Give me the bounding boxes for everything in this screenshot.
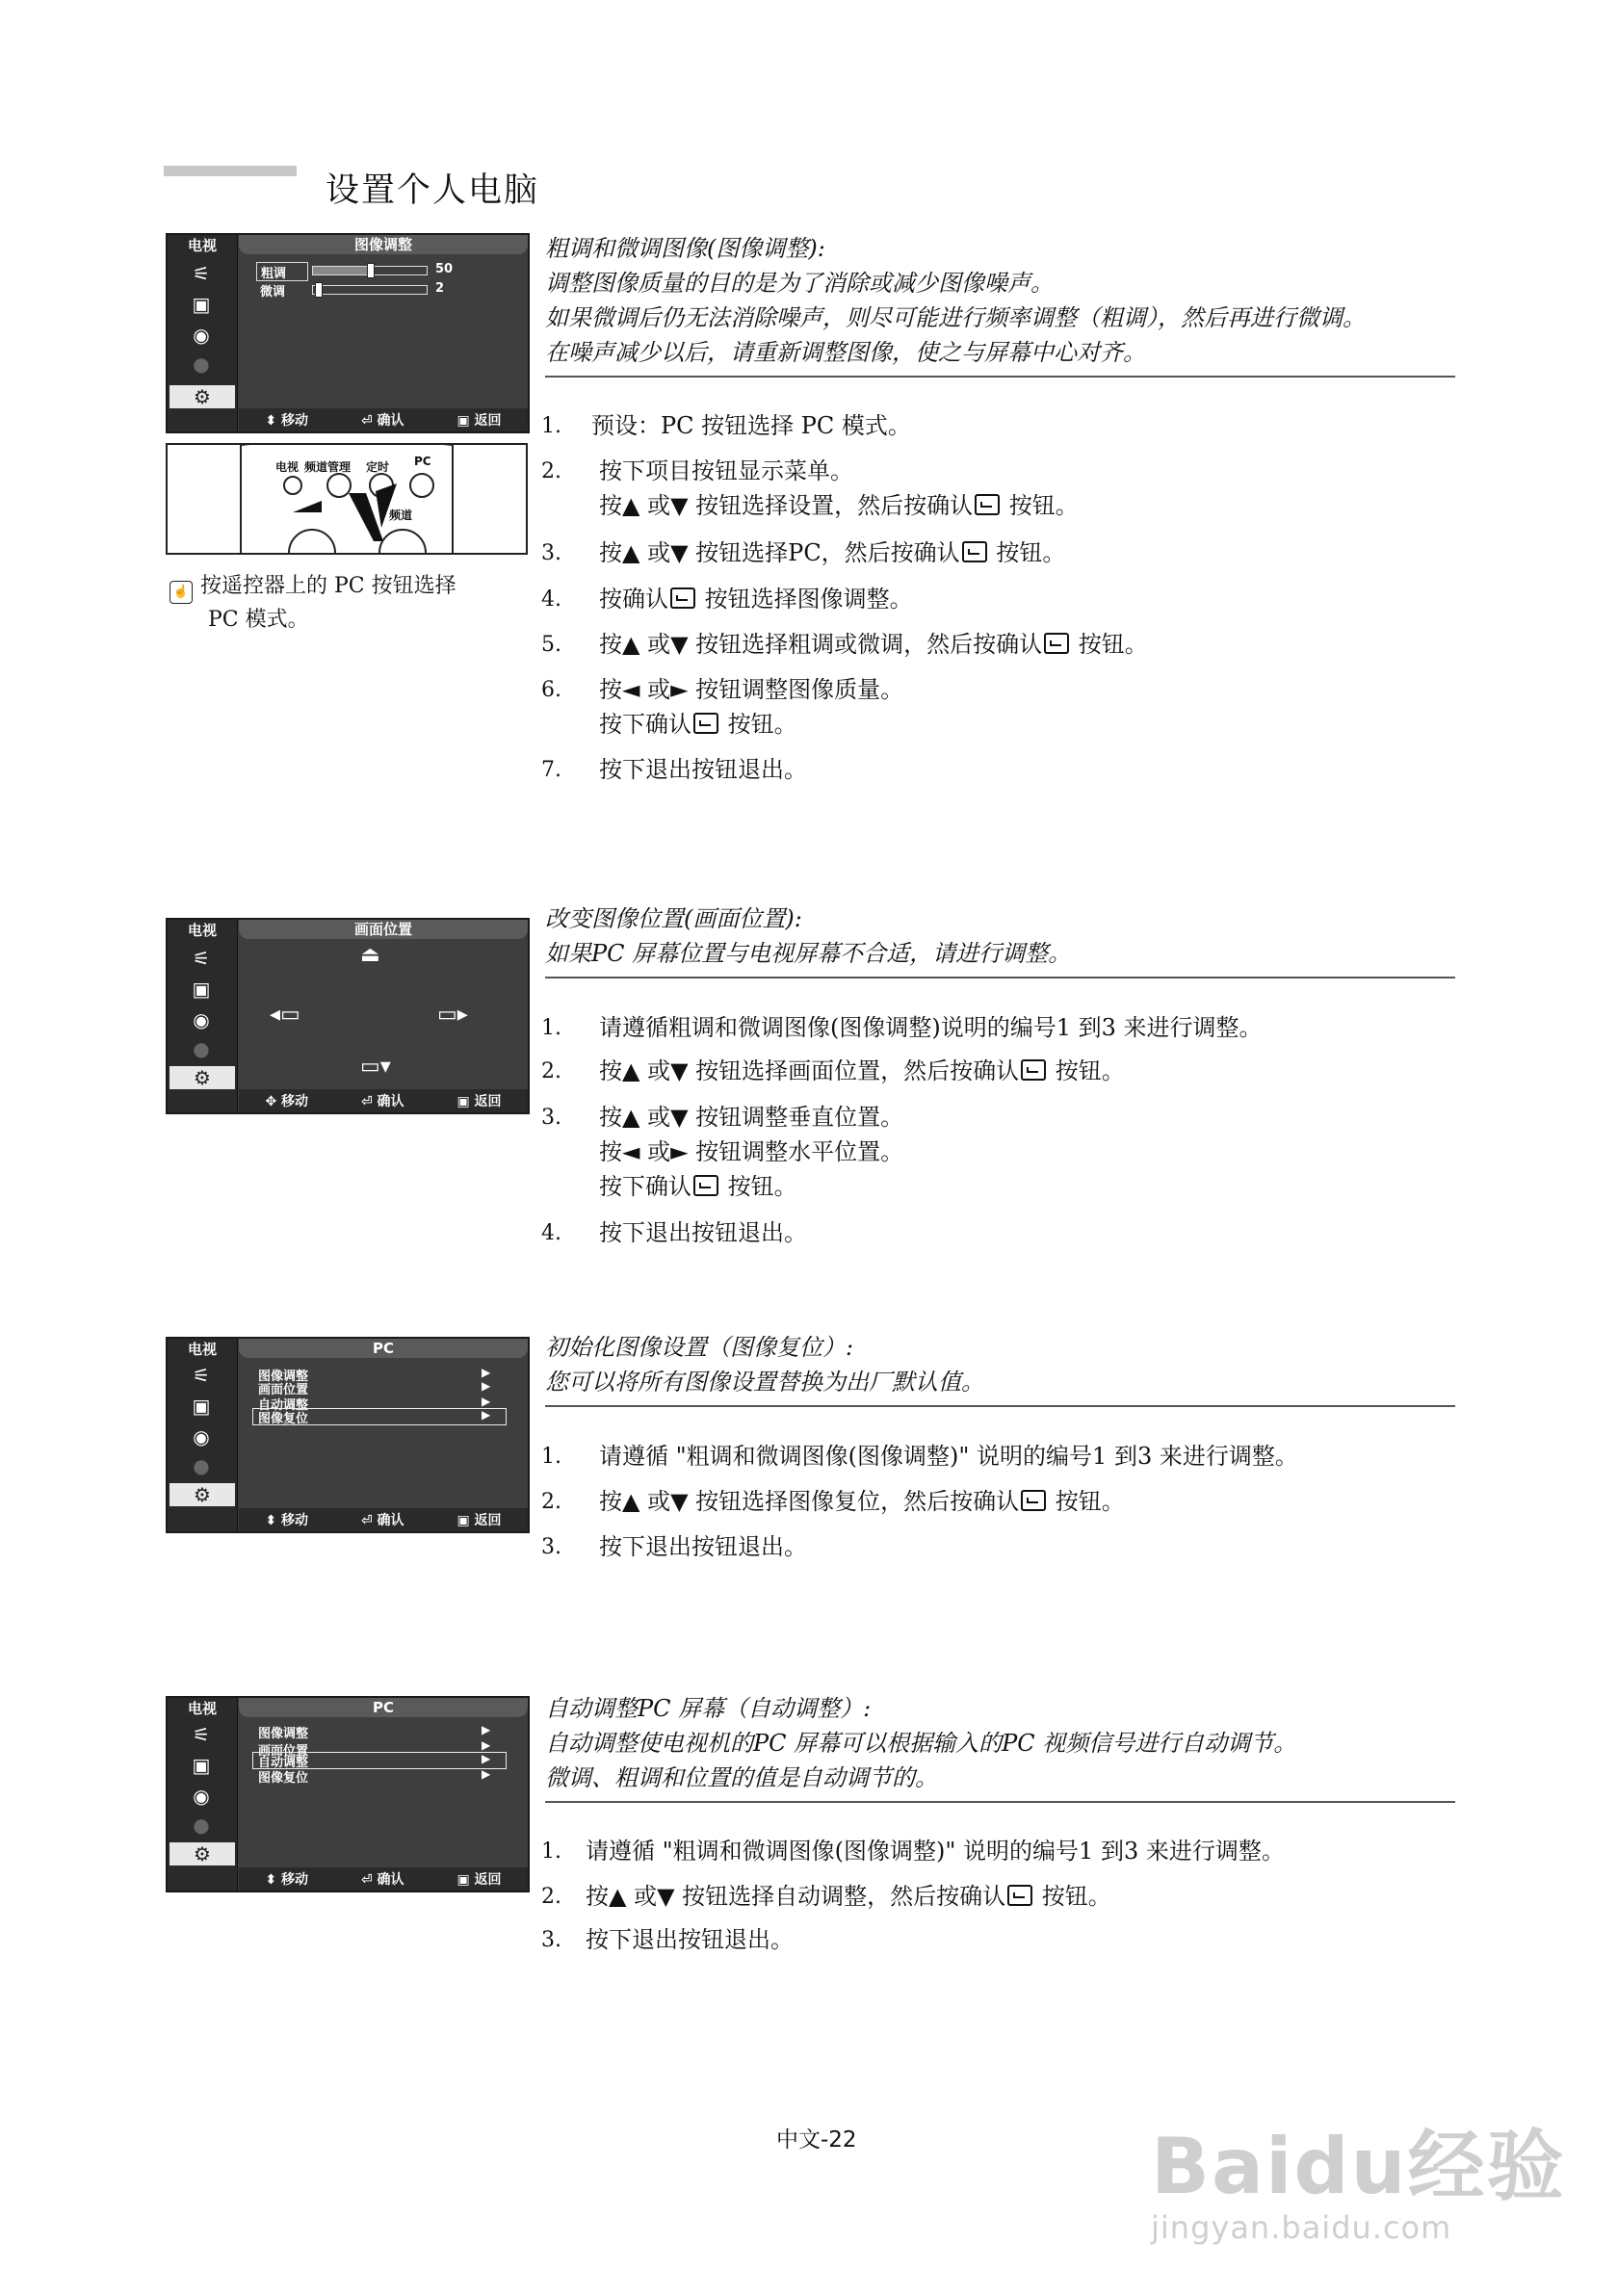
page-title: 设置个人电脑 — [326, 171, 540, 210]
enter-icon — [1021, 1490, 1046, 1511]
watermark-logo: Baidu经验 — [1151, 2122, 1566, 2211]
ok-hint: ⏎ 确认 — [360, 1094, 404, 1109]
enter-icon — [1044, 633, 1069, 654]
enter-icon: ⏎ — [360, 413, 373, 429]
move-hint: ⬍ 移动 — [265, 413, 309, 429]
section-intro-screen-position: 改变图像位置(画面位置): 如果PC 屏幕位置与电视屏幕不合适，请进行调整。 — [545, 901, 1455, 978]
osd-tv-label: 电视 — [187, 922, 217, 939]
chevron-right-icon: ▶ — [482, 1395, 491, 1408]
slider-handle[interactable] — [315, 282, 323, 298]
channel-icon: ● — [193, 1813, 210, 1837]
enter-icon — [1021, 1059, 1046, 1081]
osd-sidebar — [168, 1339, 238, 1531]
move-hint: ⬍ 移动 — [265, 1513, 309, 1528]
osd-row-label: 粗调 — [261, 267, 287, 281]
back-icon: ▣ — [456, 1513, 470, 1528]
intro-heading: 粗调和微调图像(图像调整): — [545, 235, 825, 262]
enter-icon — [975, 494, 1000, 515]
channel-icon: ● — [193, 352, 210, 376]
antenna-icon: ⚟ — [193, 1723, 210, 1746]
osd-footer — [239, 1089, 528, 1112]
back-icon: ▣ — [456, 413, 470, 429]
chevron-right-icon: ▶ — [482, 1366, 491, 1379]
remote-label-channel-mgr: 频道管理 — [304, 460, 352, 474]
move-hint: ⬍ 移动 — [265, 1872, 309, 1888]
watermark-url: jingyan.baidu.com — [1151, 2209, 1452, 2246]
menu-item-image-reset[interactable]: 图像复位 — [258, 1412, 309, 1426]
picture-icon: ▣ — [192, 978, 211, 1001]
osd-screen-position — [166, 918, 530, 1114]
remote-label-timer: 定时 — [366, 460, 390, 474]
picture-icon: ▣ — [192, 1754, 211, 1777]
ok-hint: ⏎ 确认 — [360, 413, 404, 429]
osd-footer — [239, 408, 528, 431]
channel-icon: ● — [193, 1037, 210, 1060]
back-icon: ▣ — [456, 1872, 470, 1888]
antenna-icon: ⚟ — [193, 947, 210, 970]
menu-item-image-adjust[interactable]: 图像调整 — [258, 1727, 309, 1741]
setup-icon: ⚙ — [170, 1483, 235, 1506]
fine-slider[interactable] — [312, 285, 428, 295]
back-hint: ▣ 返回 — [456, 1872, 502, 1888]
move-icon: ⬍ — [265, 1513, 277, 1528]
chevron-right-icon: ▶ — [482, 1738, 491, 1752]
enter-icon: ⏎ — [360, 1872, 373, 1888]
osd-sidebar — [168, 920, 238, 1112]
osd-pc-menu-reset — [166, 1337, 530, 1533]
sound-icon: ◉ — [193, 324, 210, 347]
remote-label-tv: 电视 — [275, 460, 300, 474]
menu-item-screen-position[interactable]: 画面位置 — [258, 1383, 309, 1397]
osd-title: PC — [239, 1339, 528, 1358]
back-hint: ▣ 返回 — [456, 413, 502, 429]
back-hint: ▣ 返回 — [456, 1513, 502, 1528]
back-hint: ▣ 返回 — [456, 1094, 502, 1109]
osd-tv-label: 电视 — [187, 237, 217, 254]
header-bar — [164, 166, 297, 176]
page-number: 中文-22 — [776, 2127, 857, 2152]
chevron-right-icon: ▶ — [482, 1723, 491, 1736]
sound-icon: ◉ — [193, 1008, 210, 1031]
picture-icon: ▣ — [192, 1395, 211, 1418]
osd-sidebar — [168, 235, 238, 431]
hand-icon: ☝ — [170, 581, 193, 604]
intro-heading: 自动调整PC 屏幕（自动调整）: — [545, 1695, 872, 1722]
osd-row-label: 微调 — [260, 285, 286, 300]
menu-item-auto-adjust[interactable]: 自动调整 — [258, 1398, 309, 1413]
menu-item-auto-adjust[interactable]: 自动调整 — [258, 1756, 309, 1770]
remote-label-channel: 频道 — [389, 509, 413, 522]
osd-tv-label: 电视 — [187, 1341, 217, 1358]
antenna-icon: ⚟ — [193, 262, 210, 285]
back-icon: ▣ — [456, 1094, 470, 1109]
coarse-value: 50 — [435, 262, 454, 276]
section-intro-image-adjust: 粗调和微调图像(图像调整): 调整图像质量的目的是为了消除或减少图像噪声。 如果微调后仍无法消除噪声，则尽可能进行频率调整（粗调），然后再进行微调。 在噪声减少以后，请重新调整图像，使之与屏幕中心对齐。 — [545, 231, 1455, 378]
osd-row-fine — [260, 281, 285, 300]
enter-icon — [693, 1175, 718, 1196]
antenna-icon: ⚟ — [193, 1364, 210, 1387]
setup-icon: ⚙ — [170, 1842, 235, 1866]
setup-icon: ⚙ — [170, 385, 235, 408]
move-icon: ⬍ — [265, 1872, 277, 1888]
chevron-right-icon: ▶ — [482, 1408, 491, 1422]
section-intro-auto-adjust: 自动调整PC 屏幕（自动调整）: 自动调整使电视机的PC 屏幕可以根据输入的PC 视频信号进行自动调节。 微调、粗调和位置的值是自动调节的。 — [545, 1691, 1455, 1803]
intro-heading: 改变图像位置(画面位置): — [545, 905, 802, 932]
coarse-slider[interactable] — [312, 266, 428, 275]
enter-icon: ⏎ — [360, 1513, 373, 1528]
move-4way-icon: ✥ — [265, 1094, 277, 1109]
menu-item-screen-position[interactable]: 画面位置 — [258, 1744, 309, 1759]
sound-icon: ◉ — [193, 1425, 210, 1448]
intro-heading: 初始化图像设置（图像复位）: — [545, 1334, 854, 1361]
osd-pc-menu-auto — [166, 1696, 530, 1892]
move-hint: ✥ 移动 — [265, 1094, 309, 1109]
osd-title: 画面位置 — [239, 920, 528, 939]
watermark — [1151, 2104, 1566, 2246]
osd-row-coarse — [256, 262, 308, 281]
osd-title: PC — [239, 1698, 528, 1717]
position-right-icon[interactable]: ▭▸ — [437, 1003, 468, 1027]
picture-icon: ▣ — [192, 293, 211, 316]
ok-hint: ⏎ 确认 — [360, 1872, 404, 1888]
position-up-icon[interactable]: ⏏ — [360, 943, 380, 967]
fine-value: 2 — [435, 281, 445, 296]
chevron-right-icon: ▶ — [482, 1767, 491, 1781]
osd-tv-label: 电视 — [187, 1700, 217, 1717]
menu-item-image-adjust[interactable]: 图像调整 — [258, 1370, 309, 1384]
sound-icon: ◉ — [193, 1785, 210, 1808]
position-down-icon[interactable]: ▭▾ — [360, 1055, 391, 1079]
enter-icon — [670, 587, 695, 609]
move-icon: ⬍ — [265, 413, 277, 429]
ok-hint: ⏎ 确认 — [360, 1513, 404, 1528]
enter-icon — [962, 541, 987, 562]
menu-item-image-reset[interactable]: 图像复位 — [258, 1771, 309, 1786]
remote-label-pc: PC — [414, 455, 431, 468]
position-left-icon[interactable]: ◂▭ — [270, 1003, 300, 1027]
enter-icon — [693, 713, 718, 734]
remote-illustration — [166, 443, 528, 555]
slider-handle[interactable] — [367, 263, 375, 278]
remote-note: ☝ 按遥控器上的 PC 按钮选择 PC 模式。 — [170, 570, 456, 637]
osd-title: 图像调整 — [239, 235, 528, 254]
osd-footer — [239, 1508, 528, 1531]
channel-icon: ● — [193, 1454, 210, 1477]
chevron-right-icon: ▶ — [482, 1379, 491, 1393]
osd-footer — [239, 1867, 528, 1891]
setup-icon: ⚙ — [170, 1066, 235, 1089]
osd-image-adjust — [166, 233, 530, 433]
osd-sidebar — [168, 1698, 238, 1891]
section-intro-image-reset: 初始化图像设置（图像复位）: 您可以将所有图像设置替换为出厂默认值。 — [545, 1330, 1455, 1407]
enter-icon: ⏎ — [360, 1094, 373, 1109]
chevron-right-icon: ▶ — [482, 1752, 491, 1765]
enter-icon — [1007, 1885, 1032, 1906]
